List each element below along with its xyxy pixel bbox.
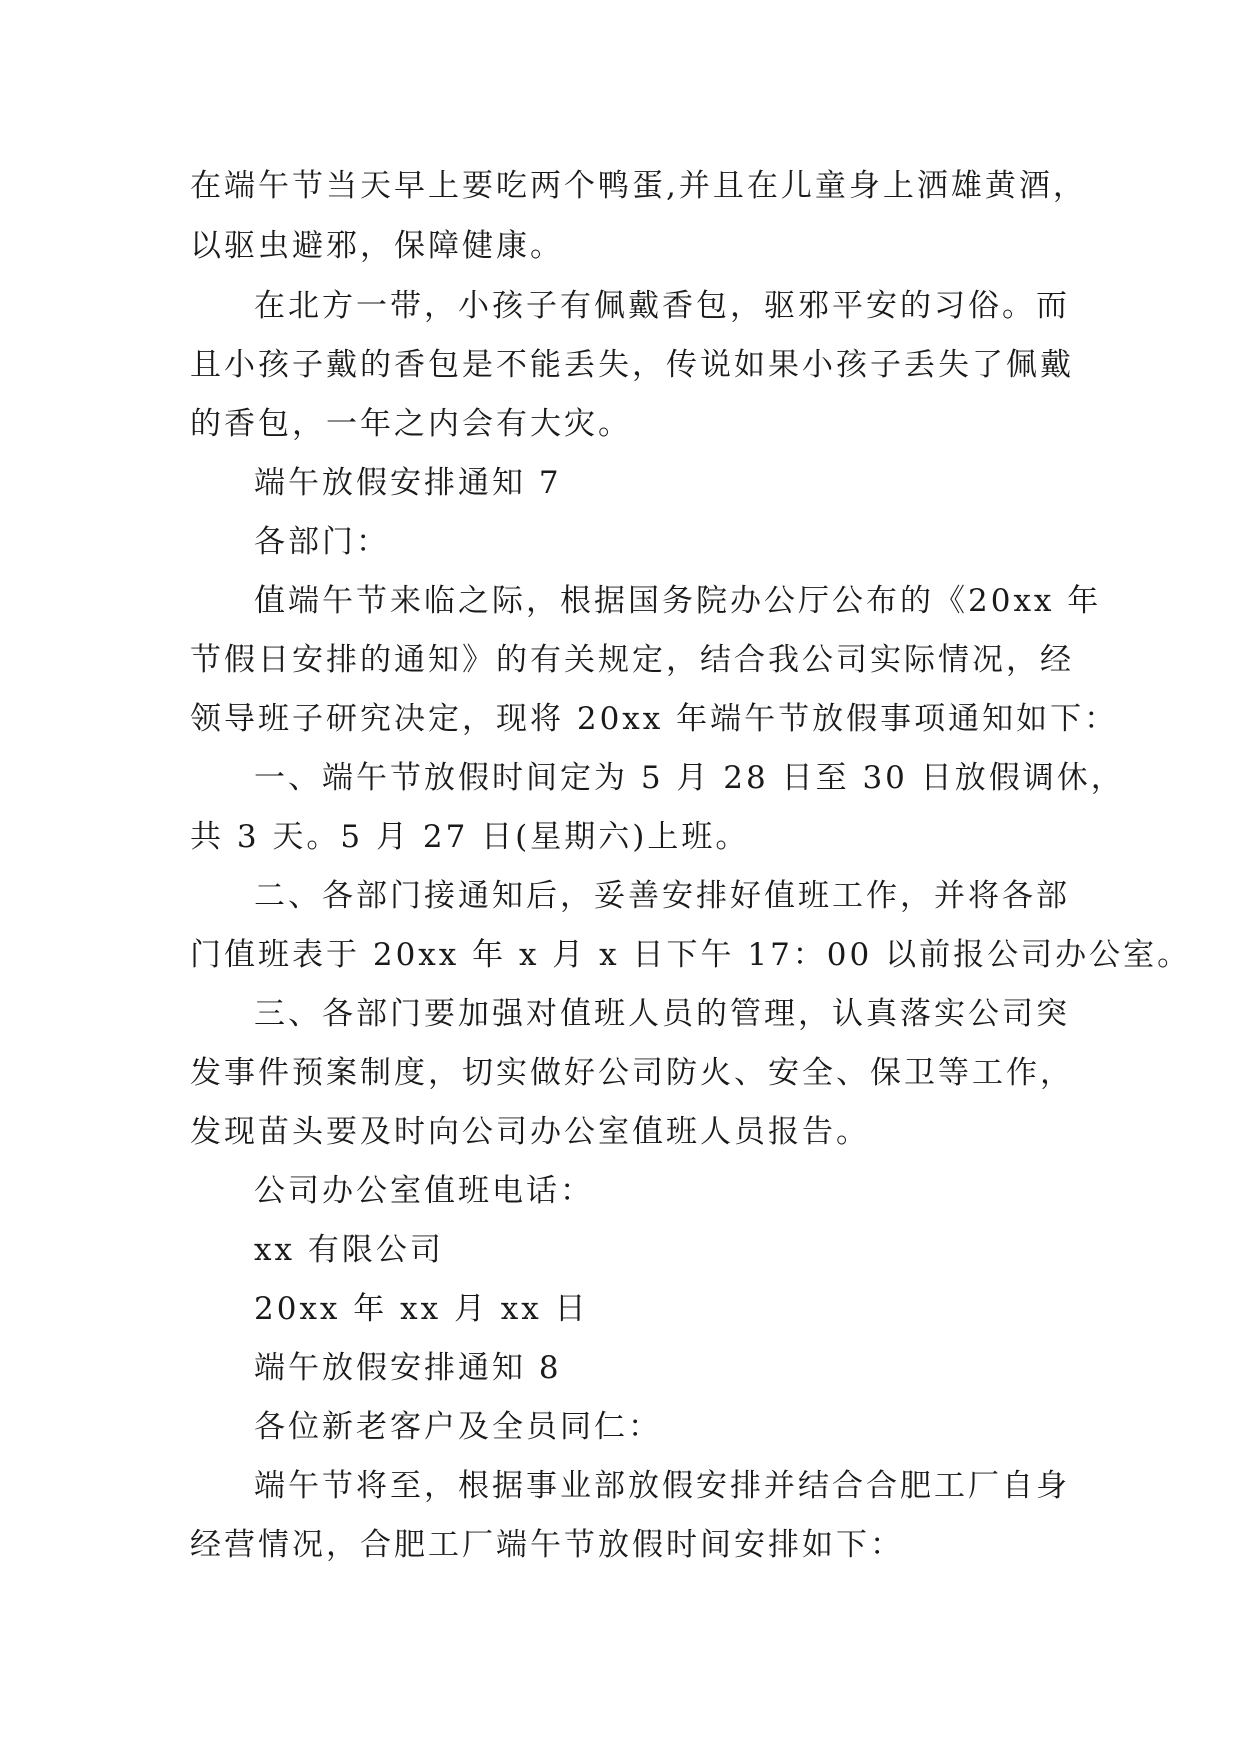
text-line: 发事件预案制度，切实做好公司防火、安全、保卫等工作， — [190, 1055, 1074, 1091]
text-line: 在北方一带，小孩子有佩戴香包，驱邪平安的习俗。而 — [254, 288, 1070, 324]
text-line: 以驱虫避邪，保障健康。 — [190, 228, 564, 264]
section-heading: 端午放假安排通知 7 — [254, 465, 562, 501]
text-line: 领导班子研究决定，现将 20xx 年端午节放假事项通知如下： — [190, 701, 1119, 737]
text-line: 且小孩子戴的香包是不能丢失，传说如果小孩子丢失了佩戴 — [190, 347, 1074, 383]
section-heading: 端午放假安排通知 8 — [254, 1350, 562, 1386]
salutation: 各位新老客户及全员同仁： — [254, 1409, 662, 1445]
text-line: 三、各部门要加强对值班人员的管理，认真落实公司突 — [254, 996, 1070, 1032]
text-line: 在端午节当天早上要吃两个鸭蛋,并且在儿童身上洒雄黄酒， — [190, 168, 1087, 204]
text-line: 一、端午节放假时间定为 5 月 28 日至 30 日放假调休， — [254, 760, 1125, 796]
text-line: 节假日安排的通知》的有关规定，结合我公司实际情况，经 — [190, 642, 1074, 678]
text-line: 端午节将至，根据事业部放假安排并结合合肥工厂自身 — [254, 1468, 1070, 1504]
text-line: 的香包，一年之内会有大灾。 — [190, 406, 632, 442]
text-line: 公司办公室值班电话： — [254, 1173, 594, 1209]
text-line: 门值班表于 20xx 年 x 月 x 日下午 17：00 以前报公司办公室。 — [190, 937, 1192, 973]
text-line: 二、各部门接通知后，妥善安排好值班工作，并将各部 — [254, 878, 1070, 914]
text-line: 值端午节来临之际，根据国务院办公厅公布的《20xx 年 — [254, 583, 1102, 619]
text-line: 发现苗头要及时向公司办公室值班人员报告。 — [190, 1114, 870, 1150]
text-line: 共 3 天。5 月 27 日(星期六)上班。 — [190, 819, 750, 855]
signature-date: 20xx 年 xx 月 xx 日 — [254, 1291, 589, 1327]
signature-company: xx 有限公司 — [254, 1232, 444, 1268]
text-line: 经营情况，合肥工厂端午节放假时间安排如下： — [190, 1527, 904, 1563]
salutation: 各部门： — [254, 524, 390, 560]
